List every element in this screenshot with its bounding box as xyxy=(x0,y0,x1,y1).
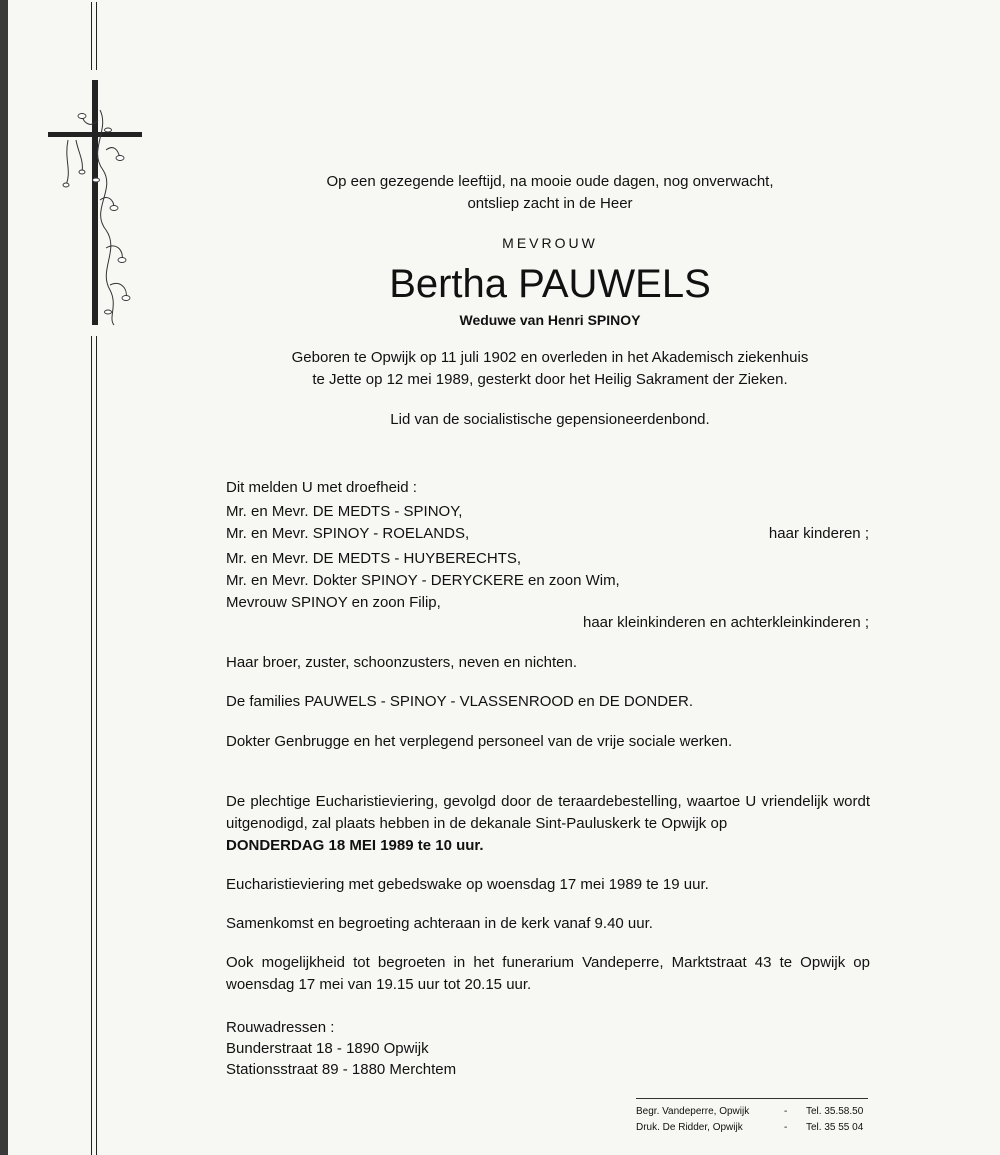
gathering-line: Samenkomst en begroeting achteraan in de kerk vanaf 9.40 uur. xyxy=(226,915,653,932)
membership-line: Lid van de socialistische gepensioneerdenbond. xyxy=(390,411,710,428)
vigil-line: Eucharistieviering met gebedswake op woensdag 17 mei 1989 te 19 uur. xyxy=(226,876,709,893)
footer-separator: - xyxy=(784,1122,788,1133)
funerarium-text: Ook mogelijkheid tot begroeten in het funerarium Vandeperre, Marktstraat 43 te Opwijk op woensdag 17 mei van 19.15 uur tot 20.15 uur. xyxy=(226,954,870,993)
birth-death-text xyxy=(200,347,900,391)
footer-tel: Tel. 35 55 04 xyxy=(806,1122,864,1133)
border-rule-bottom xyxy=(91,336,97,1155)
intro-line-1: Op een gezegende leeftijd, na mooie oude dagen, nog onverwacht, xyxy=(326,173,774,190)
born-line-2: te Jette op 12 mei 1989, gesterkt door het Heilig Sakrament der Zieken. xyxy=(312,371,788,388)
children-label: haar kinderen ; xyxy=(768,525,869,542)
footer-row xyxy=(636,1105,868,1119)
grandchildren-line-3: Mevrouw SPINOY en zoon Filip, xyxy=(226,594,441,611)
doctor-line: Dokter Genbrugge en het verplegend personeel van de vrije sociale werken. xyxy=(226,733,733,750)
widow-line: Weduwe van Henri SPINOY xyxy=(459,312,641,328)
title-mevrouw: MEVROUW xyxy=(502,235,598,251)
address-line-1: Bunderstraat 18 - 1890 Opwijk xyxy=(226,1040,429,1057)
siblings-line: Haar broer, zuster, schoonzusters, neven en nichten. xyxy=(226,654,578,671)
intro-text xyxy=(200,171,900,215)
deceased-name: Bertha PAUWELS xyxy=(389,262,711,306)
ceremony-text xyxy=(226,791,870,857)
footer-tel: Tel. 35.58.50 xyxy=(806,1106,864,1117)
address-line-2: Stationsstraat 89 - 1880 Merchtem xyxy=(226,1061,457,1078)
ceremony-body: De plechtige Eucharistieviering, gevolgd door de teraardebestelling, waartoe U vriendelijk wordt uitgenodigd, zal plaats hebben in de dekanale Sint-Pauluskerk te Opwijk op xyxy=(226,793,870,832)
families-line: De families PAUWELS - SPINOY - VLASSENROOD en DE DONDER. xyxy=(226,693,694,710)
grandchildren-line-2: Mr. en Mevr. Dokter SPINOY - DERYCKERE en zoon Wim, xyxy=(226,572,620,589)
announce-line: Dit melden U met droefheid : xyxy=(226,479,417,496)
footer-name: Druk. De Ridder, Opwijk xyxy=(636,1122,743,1133)
footer-divider xyxy=(636,1098,868,1099)
born-line-1: Geboren te Opwijk op 11 juli 1902 en overleden in het Akademisch ziekenhuis xyxy=(291,349,809,366)
footer-name: Begr. Vandeperre, Opwijk xyxy=(636,1106,750,1117)
border-rule-top xyxy=(91,2,97,70)
page-edge xyxy=(0,0,8,1155)
addresses-heading: Rouwadressen : xyxy=(226,1019,335,1036)
ceremony-date: DONDERDAG 18 MEI 1989 te 10 uur. xyxy=(226,837,484,854)
intro-line-2: ontsliep zacht in de Heer xyxy=(467,195,633,212)
children-line-2: Mr. en Mevr. SPINOY - ROELANDS, xyxy=(226,525,470,542)
footer-separator: - xyxy=(784,1106,788,1117)
cross-icon xyxy=(48,80,148,330)
footer-row xyxy=(636,1121,868,1135)
grandchildren-line-1: Mr. en Mevr. DE MEDTS - HUYBERECHTS, xyxy=(226,550,522,567)
grandchildren-label: haar kleinkinderen en achterkleinkinderen ; xyxy=(582,614,869,631)
children-line-1: Mr. en Mevr. DE MEDTS - SPINOY, xyxy=(226,503,463,520)
